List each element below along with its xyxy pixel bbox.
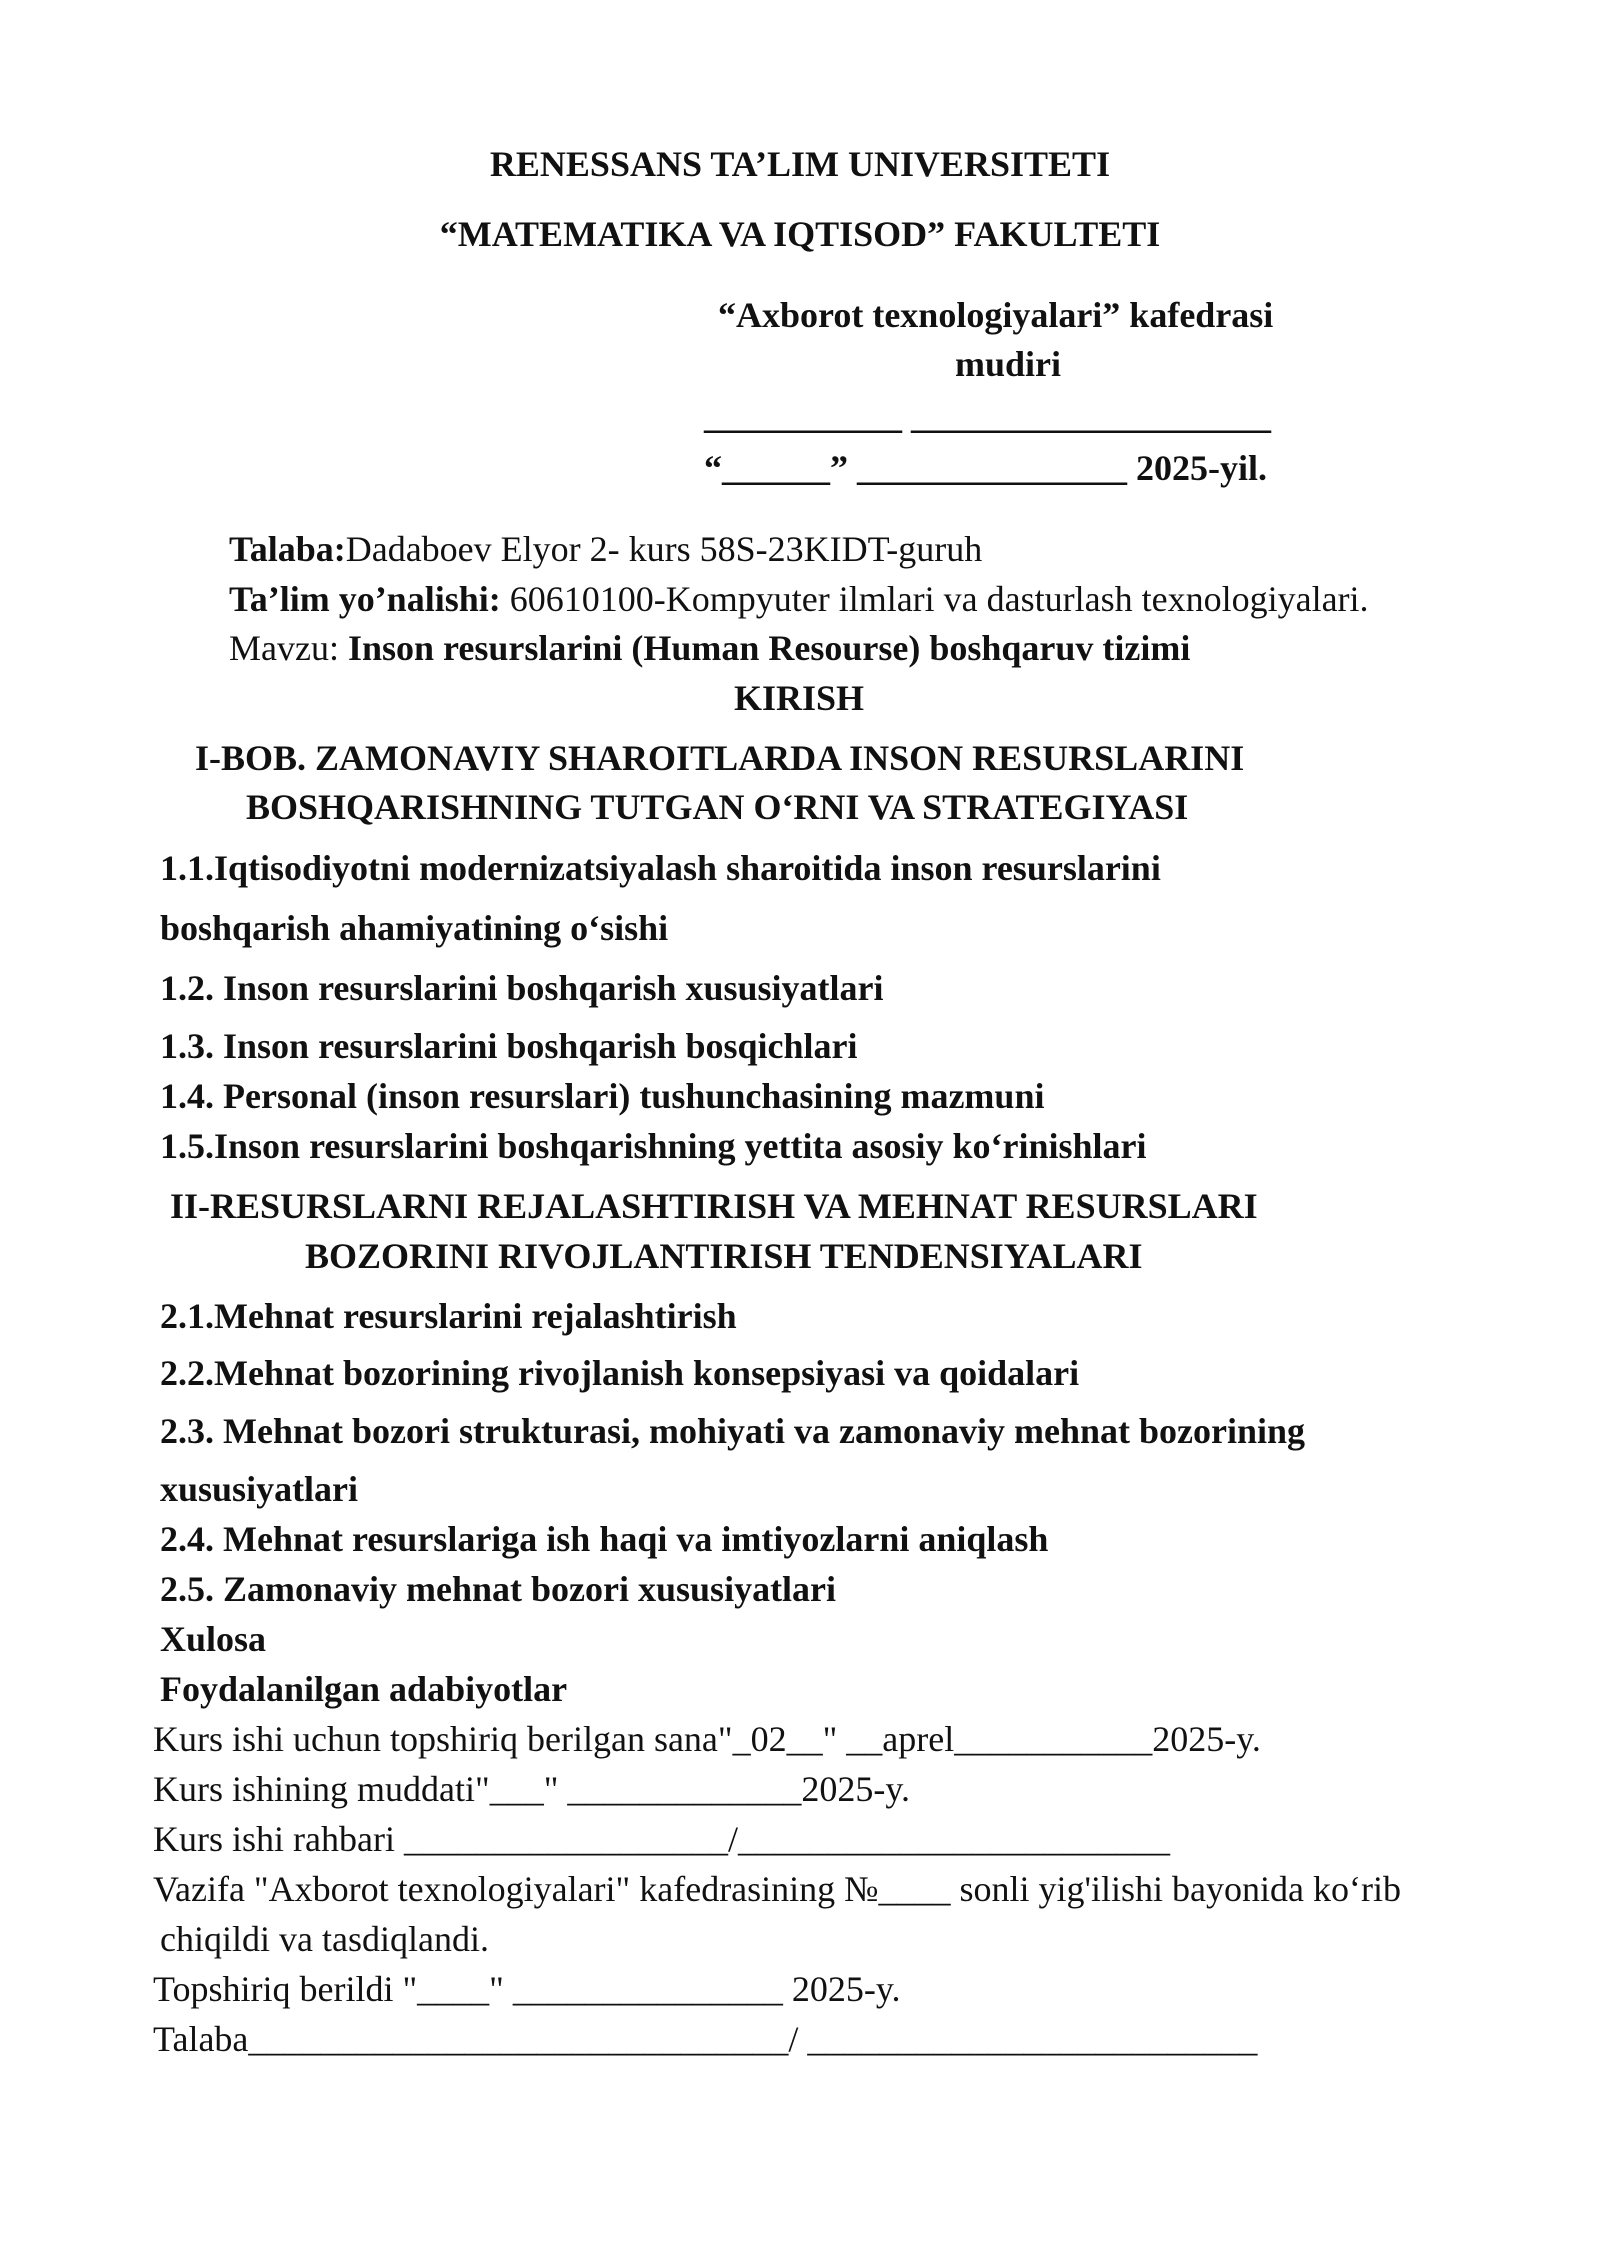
section-2-4: 2.4. Mehnat resurslariga ish haqi va imtiyozlarni aniqlash — [160, 1519, 1049, 1559]
student-signature-line: Talaba______________________________/ _________________________ — [153, 2019, 1258, 2059]
university-title: RENESSANS TA’LIM UNIVERSITETI — [489, 144, 1111, 184]
topic-label: Mavzu: — [229, 628, 348, 668]
section-1-5: 1.5.Inson resurslarini boshqarishning yettita asosiy ko‘rinishlari — [160, 1126, 1147, 1166]
approval-note-line2: chiqildi va tasdiqlandi. — [160, 1919, 489, 1959]
topic-value: Inson resurslarini (Human Resourse) boshqaruv tizimi — [347, 628, 1191, 668]
section-1-1-line2: boshqarish ahamiyatining o‘sishi — [160, 908, 669, 948]
assigned-date-line: Kurs ishi uchun topshiriq berilgan sana"_02__" __aprel___________2025-y. — [153, 1719, 1261, 1759]
direction-value: 60610100-Kompyuter ilmlari va dasturlash texnologiyalari. — [500, 579, 1369, 619]
chapter2-title-line1: II-RESURSLARNI REJALASHTIRISH VA MEHNAT RESURSLARI — [170, 1186, 1258, 1226]
references-heading: Foydalanilgan adabiyotlar — [160, 1669, 568, 1709]
direction-label: Ta’lim yo’nalishi: — [229, 579, 501, 619]
student-label: Talaba: — [229, 529, 346, 569]
section-2-5: 2.5. Zamonaviy mehnat bozori xususiyatlari — [160, 1569, 837, 1609]
direction-line — [229, 581, 1369, 617]
chapter1-title-line1: I-BOB. ZAMONAVIY SHAROITLARDA INSON RESURSLARINI — [195, 738, 1245, 778]
faculty-title: “MATEMATIKA VA IQTISOD” FAKULTETI — [439, 214, 1161, 254]
supervisor-line: Kurs ishi rahbari __________________/________________________ — [153, 1819, 1170, 1859]
approval-date-line: “______” _______________ 2025-yil. — [704, 448, 1267, 488]
task-given-line: Topshiriq berildi "____" _______________ 2025-y. — [153, 1969, 901, 2009]
head-label: mudiri — [954, 344, 1061, 384]
section-1-4: 1.4. Personal (inson resurslari) tushunchasining mazmuni — [160, 1076, 1045, 1116]
approval-note-line1: Vazifa "Axborot texnologiyalari" kafedrasining №____ sonli yig'ilishi bayonida ko‘rib — [153, 1869, 1401, 1909]
signature-line: ___________ ____________________ — [704, 396, 1271, 436]
intro-heading: KIRISH — [734, 678, 865, 718]
section-1-2: 1.2. Inson resurslarini boshqarish xususiyatlari — [160, 968, 884, 1008]
chapter1-title-line2: BOSHQARISHNING TUTGAN O‘RNI VA STRATEGIYASI — [246, 787, 1189, 827]
student-line — [229, 531, 982, 567]
deadline-line: Kurs ishining muddati"___" _____________2025-y. — [153, 1769, 911, 1809]
section-2-3-line1: 2.3. Mehnat bozori strukturasi, mohiyati va zamonaviy mehnat bozorining — [160, 1411, 1306, 1451]
topic-line — [229, 630, 1190, 666]
department-line: “Axborot texnologiyalari” kafedrasi — [718, 295, 1274, 335]
section-1-1-line1: 1.1.Iqtisodiyotni modernizatsiyalash sharoitida inson resurslarini — [160, 848, 1161, 888]
section-1-3: 1.3. Inson resurslarini boshqarish bosqichlari — [160, 1026, 858, 1066]
chapter2-title-line2: BOZORINI RIVOJLANTIRISH TENDENSIYALARI — [305, 1236, 1143, 1276]
conclusion-heading: Xulosa — [160, 1619, 267, 1659]
student-value: Dadaboev Elyor 2- kurs 58S-23KIDT-guruh — [345, 529, 983, 569]
section-2-1: 2.1.Mehnat resurslarini rejalashtirish — [160, 1296, 737, 1336]
section-2-2: 2.2.Mehnat bozorining rivojlanish konsepsiyasi va qoidalari — [160, 1353, 1080, 1393]
section-2-3-line2: xususiyatlari — [160, 1469, 359, 1509]
